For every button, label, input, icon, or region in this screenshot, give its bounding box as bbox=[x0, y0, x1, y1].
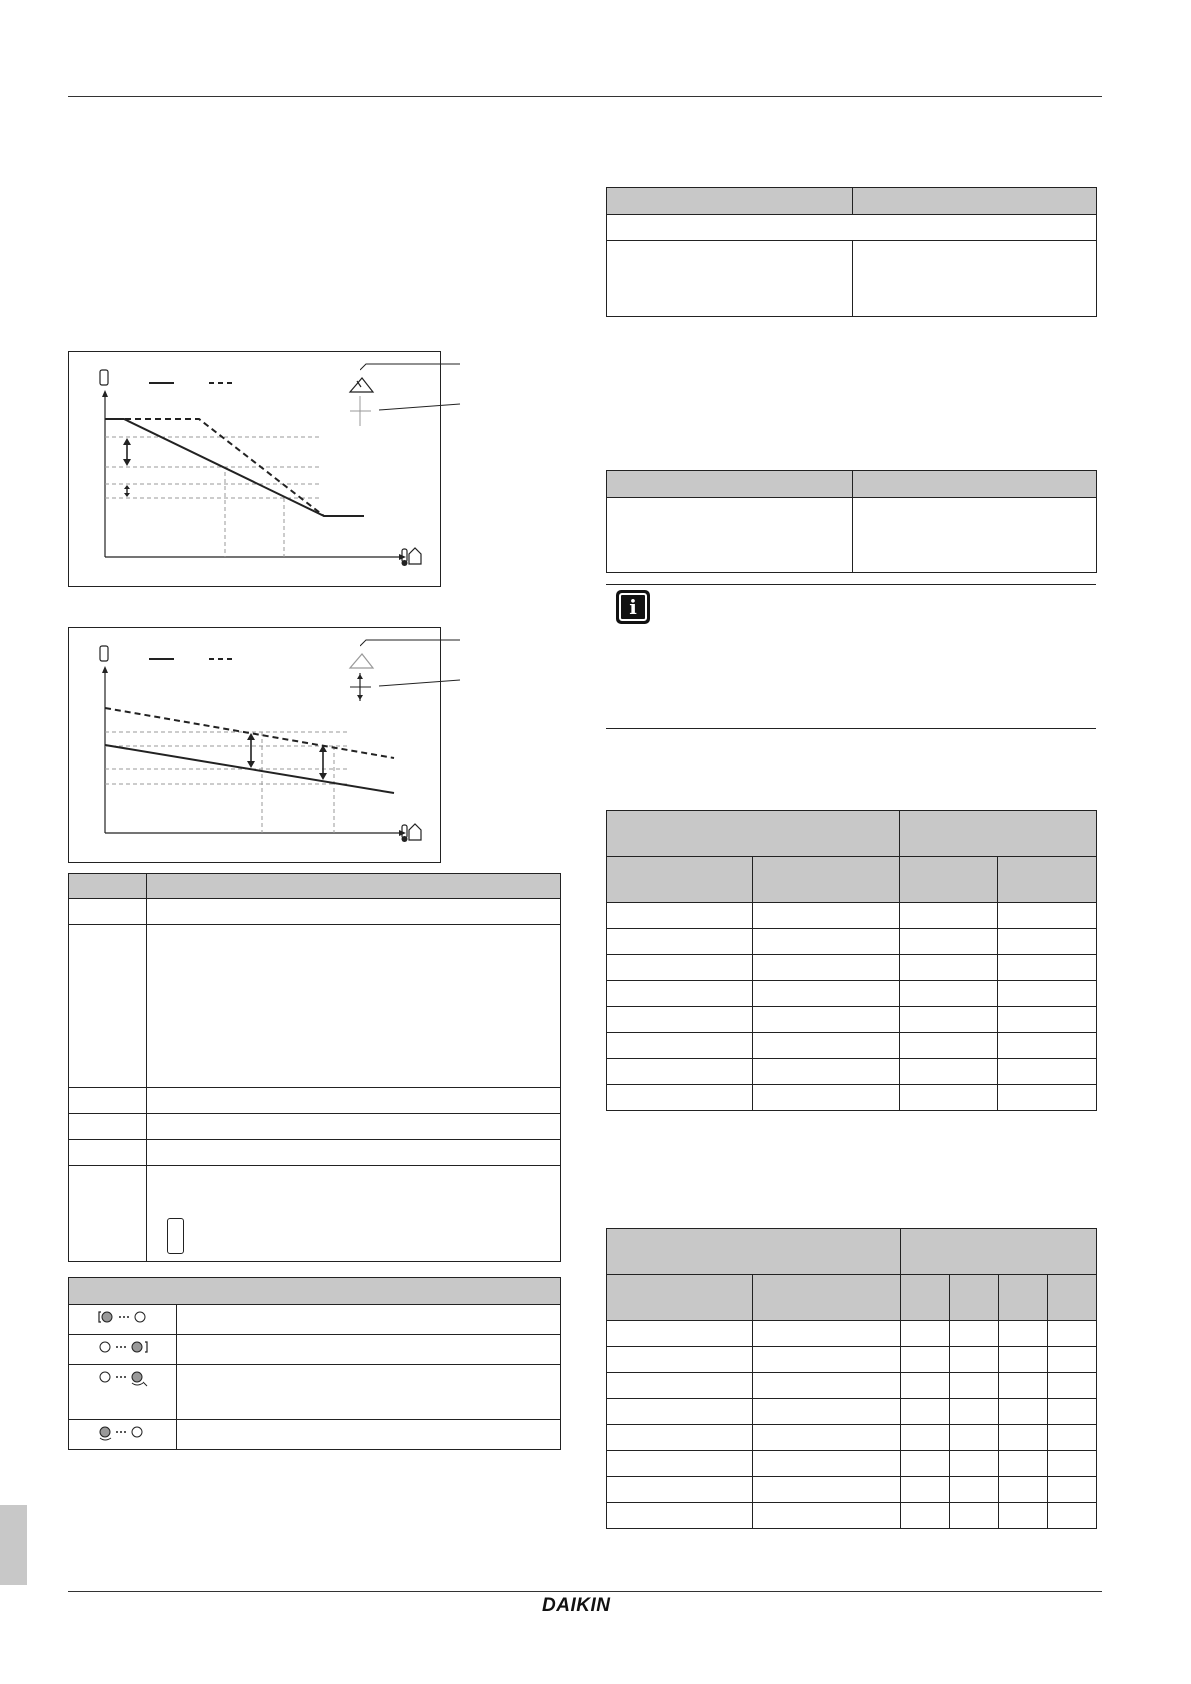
footer-rule bbox=[68, 1591, 1102, 1592]
tank-icon bbox=[167, 1218, 184, 1254]
right-table-a bbox=[606, 187, 1097, 317]
button-pressed-left-icon bbox=[69, 1305, 177, 1329]
dashed-curve bbox=[105, 708, 394, 758]
info-icon: i bbox=[616, 590, 650, 624]
button-legend-table bbox=[68, 1277, 561, 1450]
parameter-description-table bbox=[68, 873, 561, 1262]
tank-icon bbox=[100, 370, 108, 385]
button-turn-right-icon bbox=[69, 1365, 177, 1389]
button-turn-left-icon bbox=[69, 1420, 177, 1444]
figure-2-leaders bbox=[360, 636, 470, 696]
button-pressed-right-icon bbox=[69, 1335, 177, 1359]
tank-icon bbox=[100, 646, 108, 661]
daikin-logo: DAIKIN bbox=[542, 1595, 611, 1616]
right-table-d bbox=[606, 1228, 1097, 1529]
chapter-side-tab bbox=[0, 1505, 27, 1585]
house-icon bbox=[409, 824, 421, 840]
header-rule bbox=[68, 96, 1102, 97]
info-note bbox=[606, 584, 1074, 729]
house-icon bbox=[409, 548, 421, 564]
right-table-c bbox=[606, 810, 1097, 1111]
figure-1-leaders bbox=[360, 360, 470, 420]
right-table-b bbox=[606, 470, 1097, 573]
